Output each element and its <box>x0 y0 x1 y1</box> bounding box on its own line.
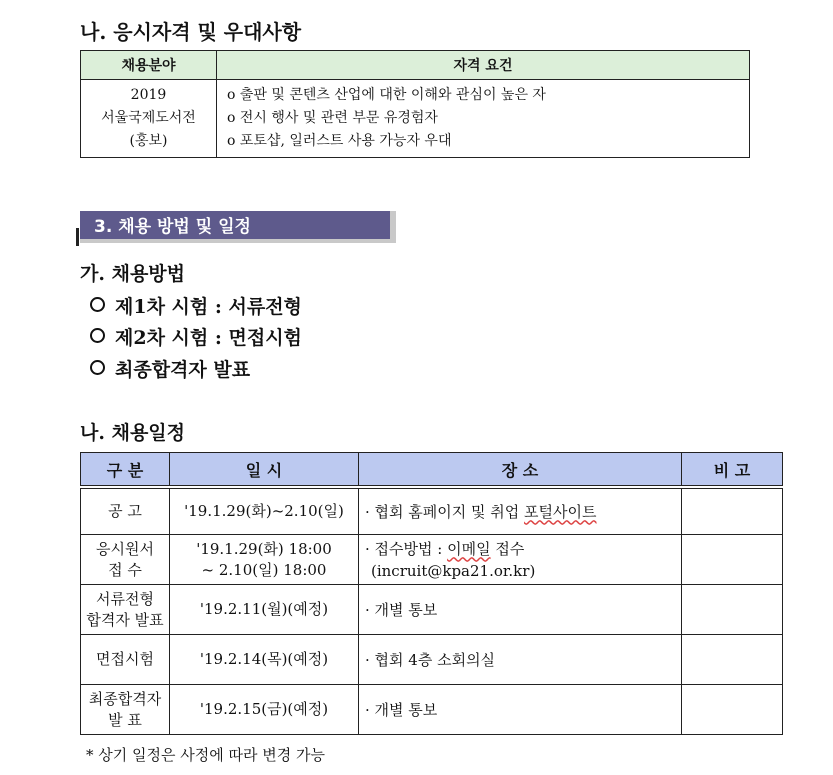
date-line: ~ 2.10(일) 18:00 <box>201 560 327 579</box>
col-header-place: 장 소 <box>359 453 682 486</box>
method-heading: 가. 채용방법 <box>80 263 185 285</box>
circle-bullet-icon <box>90 297 105 312</box>
field-line: (홍보) <box>129 133 168 149</box>
item-line: 발 표 <box>108 710 142 729</box>
col-header-datetime: 일 시 <box>170 453 359 486</box>
requirement-item: o 출판 및 콘텐츠 산업에 대한 이해와 관심이 높은 자 <box>227 87 546 103</box>
place-text-marked: 포털사이트 <box>524 502 597 521</box>
date-line: '19.1.29(화) 18:00 <box>196 539 332 558</box>
item-line: 접 수 <box>108 560 142 579</box>
place-cell <box>359 535 682 585</box>
circle-bullet-icon <box>90 360 105 375</box>
item-line: 서류전형 <box>96 589 154 608</box>
remarks-cell <box>682 585 783 635</box>
col-header-remarks: 비 고 <box>682 453 783 486</box>
list-item <box>90 292 302 319</box>
place-text: 접수 <box>490 539 525 558</box>
date-cell: '19.2.14(목)(예정) <box>170 635 359 685</box>
remarks-cell <box>682 489 783 535</box>
footnote: * 상기 일정은 사정에 따라 변경 가능 <box>86 746 325 764</box>
field-line: 2019 <box>130 87 167 103</box>
place-email: (incruit@kpa21.or.kr) <box>371 561 536 580</box>
remarks-cell <box>682 535 783 585</box>
table-row <box>81 585 783 635</box>
requirement-item: o 전시 행사 및 관련 부문 유경험자 <box>227 110 438 126</box>
remarks-cell <box>682 685 783 735</box>
banner-edge-decoration <box>76 228 79 246</box>
place-cell <box>359 489 682 535</box>
table-row <box>81 80 750 158</box>
item-line: 최종합격자 <box>88 689 162 708</box>
place-cell: · 개별 통보 <box>359 685 682 735</box>
item-cell: 공 고 <box>81 489 170 535</box>
section-banner: 3. 채용 방법 및 일정 <box>80 211 396 243</box>
place-cell: · 협회 4층 소회의실 <box>359 635 682 685</box>
item-cell <box>81 585 170 635</box>
date-cell: '19.1.29(화)~2.10(일) <box>170 489 359 535</box>
place-text-marked: 이메일 <box>447 539 491 558</box>
field-cell <box>81 80 217 158</box>
item-cell <box>81 685 170 735</box>
method-item-label: 제2차 시험 : 면접시험 <box>115 327 302 349</box>
circle-bullet-icon <box>90 328 105 343</box>
requirements-cell <box>217 80 750 158</box>
place-cell: · 개별 통보 <box>359 585 682 635</box>
item-line: 합격자 발표 <box>86 610 164 629</box>
table-row <box>81 535 783 585</box>
item-cell: 면접시험 <box>81 635 170 685</box>
place-text: · 협회 홈페이지 및 취업 <box>365 502 525 521</box>
table-row <box>81 685 783 735</box>
remarks-cell <box>682 635 783 685</box>
list-item <box>90 355 250 382</box>
col-header-requirements: 자격 요건 <box>217 51 750 80</box>
item-cell <box>81 535 170 585</box>
qualification-table <box>80 50 750 158</box>
list-item <box>90 323 302 350</box>
requirement-item: o 포토샵, 일러스트 사용 가능자 우대 <box>227 133 452 149</box>
method-item-label: 최종합격자 발표 <box>115 359 251 381</box>
item-line: 응시원서 <box>96 539 154 558</box>
table-row <box>81 489 783 535</box>
date-cell <box>170 535 359 585</box>
place-text: · 접수방법 : <box>365 539 448 558</box>
col-header-field: 채용분야 <box>81 51 217 80</box>
field-line: 서울국제도서전 <box>101 110 196 126</box>
schedule-heading: 나. 채용일정 <box>80 422 185 444</box>
table-row <box>81 635 783 685</box>
col-header-category: 구 분 <box>81 453 170 486</box>
date-cell: '19.2.15(금)(예정) <box>170 685 359 735</box>
qualification-heading: 나. 응시자격 및 우대사항 <box>80 20 302 44</box>
schedule-table <box>80 452 783 735</box>
date-cell: '19.2.11(월)(예정) <box>170 585 359 635</box>
method-item-label: 제1차 시험 : 서류전형 <box>115 296 302 318</box>
